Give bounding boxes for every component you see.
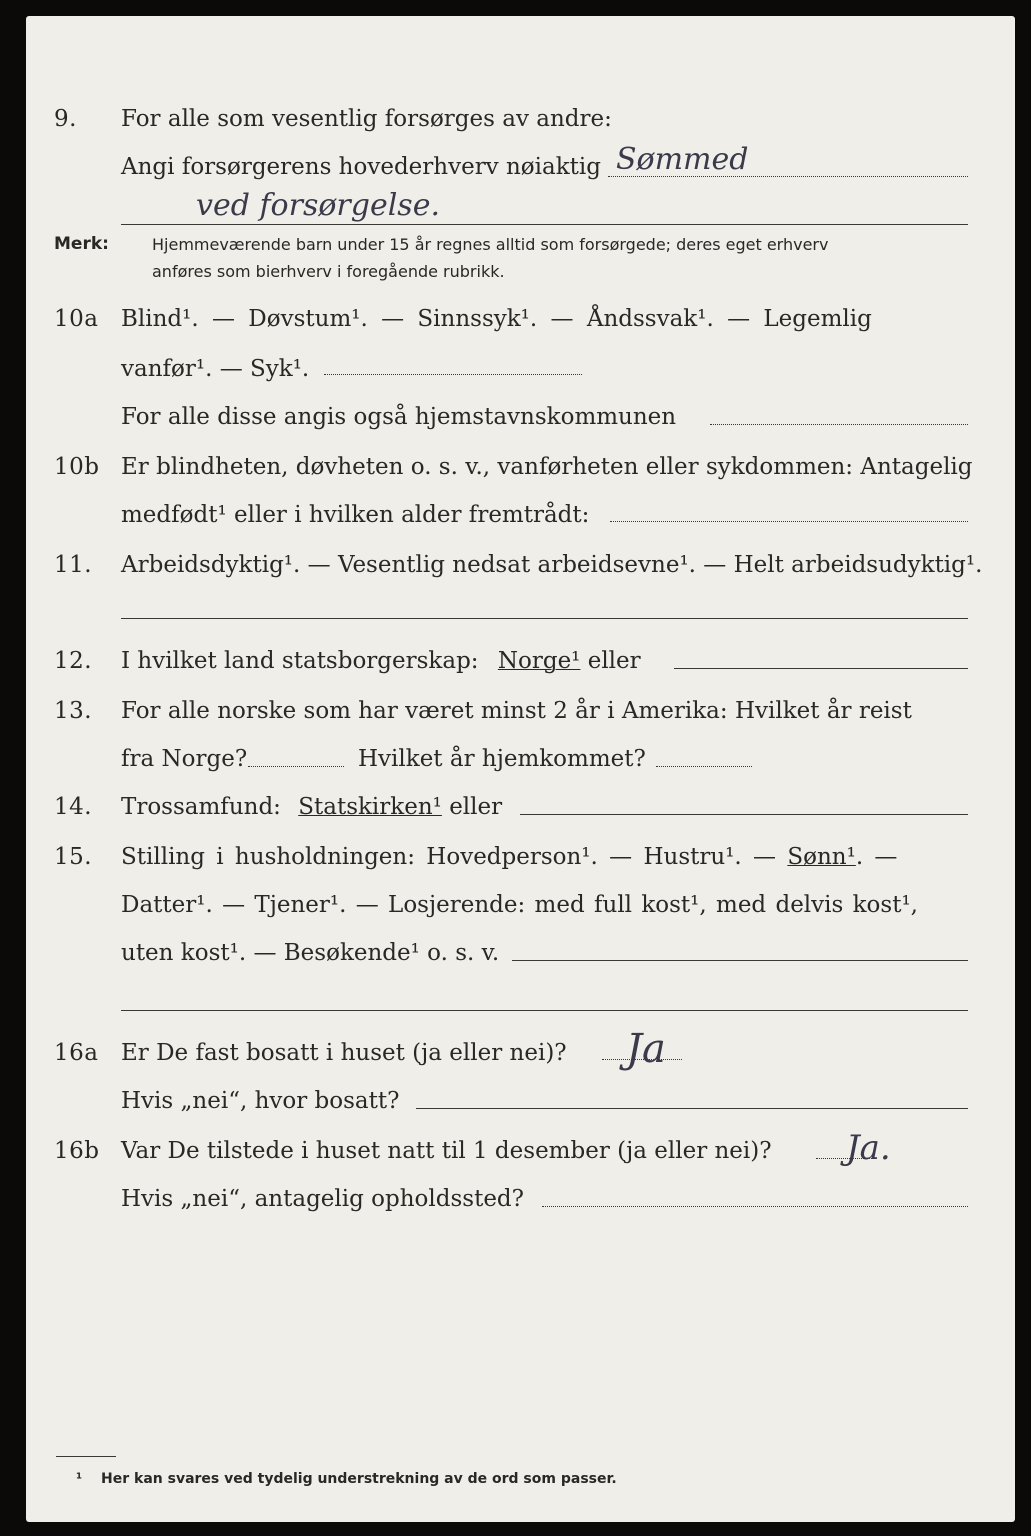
question-text: fra Norge? (121, 746, 248, 772)
answer-line (512, 960, 968, 961)
question-number: 9. (54, 106, 77, 132)
question-number: 10b (54, 454, 100, 480)
note-label: Merk: (54, 234, 109, 254)
note-line: anføres som bierhverv i foregående rubrikk. (152, 262, 505, 281)
answer-line (608, 176, 968, 177)
question-text: Var De tilstede i huset natt til 1 desember (ja eller nei)? (121, 1138, 772, 1164)
question-text: medfødt¹ eller i hvilken alder fremtrådt: (121, 502, 590, 528)
question-text: Stilling i husholdningen: Hovedperson¹. — Hustru¹. — (121, 844, 777, 870)
question-text: Angi forsørgerens hovederhverv nøiaktig (121, 154, 601, 180)
underlined-answer: Sønn¹ (787, 844, 856, 870)
answer-line (710, 424, 968, 425)
answer-line (542, 1206, 968, 1207)
answer-line (610, 521, 968, 522)
question-text: For alle disse angis også hjemstavnskommunen (121, 404, 677, 430)
answer-line (121, 224, 968, 225)
note-text (152, 231, 828, 285)
question-text: eller (587, 648, 641, 674)
question-number: 11. (54, 552, 93, 578)
footnote-mark: ¹ (76, 1471, 83, 1487)
footnote-text: Her kan svares ved tydelig understrekning av de ord som passer. (101, 1471, 617, 1487)
answer-line (656, 766, 752, 767)
question-text: I hvilket land statsborgerskap: (121, 648, 479, 674)
question-text-group (121, 844, 897, 870)
answer-line (324, 374, 582, 375)
question-text: Blind¹. — Døvstum¹. — Sinnssyk¹. — Åndssvak¹. — Legemlig (121, 306, 872, 332)
census-form-page (26, 16, 1015, 1522)
answer-line (520, 814, 968, 815)
handwritten-answer: Ja (626, 1026, 666, 1072)
underlined-answer: Statskirken¹ (298, 794, 442, 820)
question-number: 16a (54, 1040, 99, 1066)
question-number: 13. (54, 698, 93, 724)
answer-line (416, 1108, 968, 1109)
question-number: 12. (54, 648, 93, 674)
question-text: Er De fast bosatt i huset (ja eller nei)? (121, 1040, 567, 1066)
handwritten-answer: Ja. (846, 1128, 891, 1168)
question-text: For alle som vesentlig forsørges av andre: (121, 106, 612, 132)
answer-line (121, 618, 968, 619)
question-text: . — (855, 844, 898, 870)
question-text: Hvis „nei“, antagelig opholdssted? (121, 1186, 524, 1212)
note-line: Hjemmeværende barn under 15 år regnes alltid som forsørgede; deres eget erhverv (152, 235, 829, 254)
answer-line (816, 1158, 876, 1159)
question-text: vanfør¹. — Syk¹. (121, 356, 310, 382)
question-text: Er blindheten, døvheten o. s. v., vanførheten eller sykdommen: Antagelig (121, 454, 973, 480)
answer-line (674, 668, 968, 669)
underlined-answer: Norge¹ (497, 648, 581, 674)
question-text-group (121, 794, 502, 820)
handwritten-answer: ved forsørgelse. (196, 188, 440, 223)
answer-line (602, 1059, 682, 1060)
question-text: Trossamfund: (121, 794, 281, 820)
question-text: Datter¹. — Tjener¹. — Losjerende: med full kost¹, med delvis kost¹, (121, 892, 918, 918)
question-text: Arbeidsdyktig¹. — Vesentlig nedsat arbeidsevne¹. — Helt arbeidsudyktig¹. (121, 552, 983, 578)
question-number: 15. (54, 844, 93, 870)
handwritten-answer: Sømmed (616, 142, 749, 177)
question-text-group (121, 648, 641, 674)
question-number: 14. (54, 794, 93, 820)
footnote-rule (56, 1456, 116, 1457)
question-text: eller (449, 794, 503, 820)
answer-line (121, 1010, 968, 1011)
footnote (76, 1471, 617, 1487)
question-text: Hvis „nei“, hvor bosatt? (121, 1088, 400, 1114)
question-text: uten kost¹. — Besøkende¹ o. s. v. (121, 940, 500, 966)
question-number: 10a (54, 306, 99, 332)
answer-line (248, 766, 344, 767)
question-text: Hvilket år hjemkommet? (358, 746, 646, 772)
question-number: 16b (54, 1138, 100, 1164)
question-text: For alle norske som har været minst 2 år i Amerika: Hvilket år reist (121, 698, 912, 724)
